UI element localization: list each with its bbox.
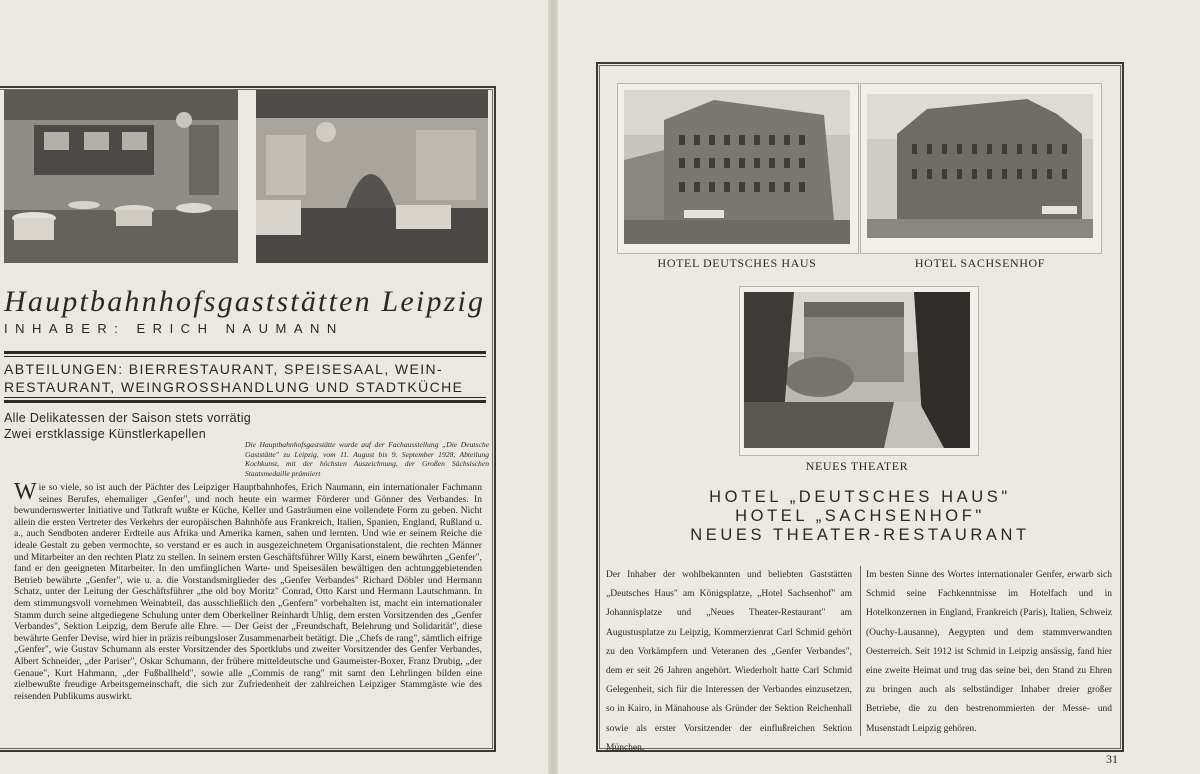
departments-text: ABTEILUNGEN: BIERRESTAURANT, SPEISESAAL, WEIN-RESTAURANT, WEINGROSSHANDLUNG UND STADTKÜCHE xyxy=(4,361,464,395)
column-1-text: Der Inhaber der wohlbekannten und beliebten Gaststätten „Deutsches Haus" am Königsplatze, „Hotel Sachsenhof" am Johannisplatze und „Neues Theater-Restaurant" am Augustusplatze zu Leipzig, Kommerzienrat Carl Schmid gehört zu den Vorkämpfern und Veteranen des „Genfer Verbandes", dem er seit 26 Jahren angehört. Wiederholt hatte Carl Schmid Gelegenheit, sich für die Interessen der Verbandes einzusetzen, so in Kairo, in Mänahouse als Gründer der Sektion Reichenhall sowie als erster Vorsitzender der einflußreichen Sektion München. xyxy=(606,570,852,753)
restaurant-title: Hauptbahnhofsgaststätten Leipzig xyxy=(4,285,486,318)
caption-sachsenhof: HOTEL SACHSENHOF xyxy=(914,256,1046,270)
book-gutter xyxy=(548,0,558,774)
body-article xyxy=(14,479,482,702)
photo-hotel-sachsenhof xyxy=(867,94,1093,238)
page-number: 31 xyxy=(1106,752,1118,766)
photo-hotel-deutsches-haus xyxy=(624,90,850,244)
heading-line-2: HOTEL „SACHSENHOF" xyxy=(735,507,985,525)
photo-beer-restaurant xyxy=(4,90,238,263)
top-rule xyxy=(4,351,486,354)
drop-cap: W xyxy=(14,479,37,505)
bottom-rule xyxy=(4,400,486,403)
heading-line-3: NEUES THEATER-RESTAURANT xyxy=(690,526,1030,544)
delicacies-line-2: Zwei erstklassige Künstlerkapellen xyxy=(4,427,206,441)
column-2-text: Im besten Sinne des Wortes internationaler Genfer, erwarb sich Schmid seine Fachkenntnisse im Hotelfach und in Hotelkonzernen in England, Frankreich (Paris), Italien, Schweiz (Ouchy-Lausanne), Aegypten und dem stammverwandten Oesterreich. Seit 1912 ist Schmid in Leipzig ansässig, fand hier eine zweite Heimat und trug das seine bei, den Stand zu Ehren zu bringen auch als selbständiger Inhaber dreier großer Betriebe, die zu den bestrenommierten der Messe- und Musenstadt Leipzig gehören. xyxy=(866,570,1112,734)
award-note: Die Hauptbahnhofsgaststätte wurde auf der Fachausstellung „Die Deutsche Gaststätte" zu Leipzig, vom 11. August bis 9. September 1928, Abteilung Kochkunst, mit der höchsten Auszeichnung, der Großen Sächsischen Staatsmedaille prämiiert xyxy=(245,440,489,478)
top-rule-thin xyxy=(4,356,486,357)
bottom-rule-thin xyxy=(4,397,486,398)
heading-line-1: HOTEL „DEUTSCHES HAUS" xyxy=(709,488,1011,506)
photo-neues-theater xyxy=(744,292,970,448)
body-text: ie so viele, so ist auch der Pächter des Leipziger Hauptbahnhofes, Erich Naumann, ein internationaler Fachmann seines Berufes, ehemaliger „Genfer", und noch heute ein warmer Förderer und Gönner des Verbandes. In bewundernswerter Initiative und Tatkraft wußte er Küche, Keller und Gasträumen eine vollendete Form zu geben. Nicht allein die ersten Vertreter des Verkehrs der europäischen Bahnhöfe aus Frankreich, Italien, Spanien, England, Rußland u. a., auch Sendboten anderer Erdteile aus Afrika und Amerika kamen, sahen und lernten. Und wie er seinem Reiche die ideale Gestalt zu geben vermochte, so verstand er es auch in ausgezeichnetem Organisationstalent, die rechten Männer und Mitarbeiter an den rechten Platz zu stellen. In seinem ersten Geschäftsführer Willy Karst, einem bewährten „Genfer", fand er den geeigneten Mitarbeiter. In den umfänglichen Warte- und Speisesälen bewältigen den achtunggebietenden Betrieb bewährte „Genfer", wie u. a. die Vorstandsmitglieder des „Genfer Verbandes" Richard Döbler und Hermann Schatz, unter der Leitung der Geschäftsführer „the old boy Moritz" Conrad, Otto Karst und Hermann Lautschmann. In dem stimmungsvoll vornehmen Weinabteil, das ausschließlich den „Genfern" vorbehalten ist, macht ein internationaler Stamm durch seine altgediegene Schulung unter dem Oberkellner Reinhardt Uhlig, dem ersten Vorsitzenden des „Genfer Verbandes", Sektion Leipzig, dem Berufe alle Ehre. — Der Geist der „Freundschaft, Belehrung und Solidarität", diese bewährte Genfer Devise, wird hier in präzis reibungsloser Zusammenarbeit betätigt. Die „Chefs de rang", sämtlich eifrige „Genfer", wie Gustav Schumann als erster Vorsitzender des Sportklubs und zweiter Vorsitzender des Genfer Verbandes, Albert Schneider, „der Pariser", Oskar Schumann, der frühere mitteldeutsche und Gaumeister-Boxer, Franz Drubig, „der Genaue", Kurt Hahmann, „der Fußballheld", sowie alle „Commis de rang" mit samt den Lehrlingen bilden eine zielbewußte freudige Arbeitsgemeinschaft, die sich zur Zufriedenheit der zahlreichen Leipziger Stammgäste wie des reisenden Publikums auswirkt. xyxy=(14,482,482,702)
caption-theater: NEUES THEATER xyxy=(805,459,909,473)
delicacies-line-1: Alle Delikatessen der Saison stets vorrätig xyxy=(4,411,252,425)
photo-dining-hall xyxy=(256,90,488,263)
caption-deutsches-haus: HOTEL DEUTSCHES HAUS xyxy=(657,256,817,270)
owner-line: INHABER: ERICH NAUMANN xyxy=(4,321,344,336)
delicacies-block xyxy=(4,410,251,442)
column-divider xyxy=(860,566,861,736)
